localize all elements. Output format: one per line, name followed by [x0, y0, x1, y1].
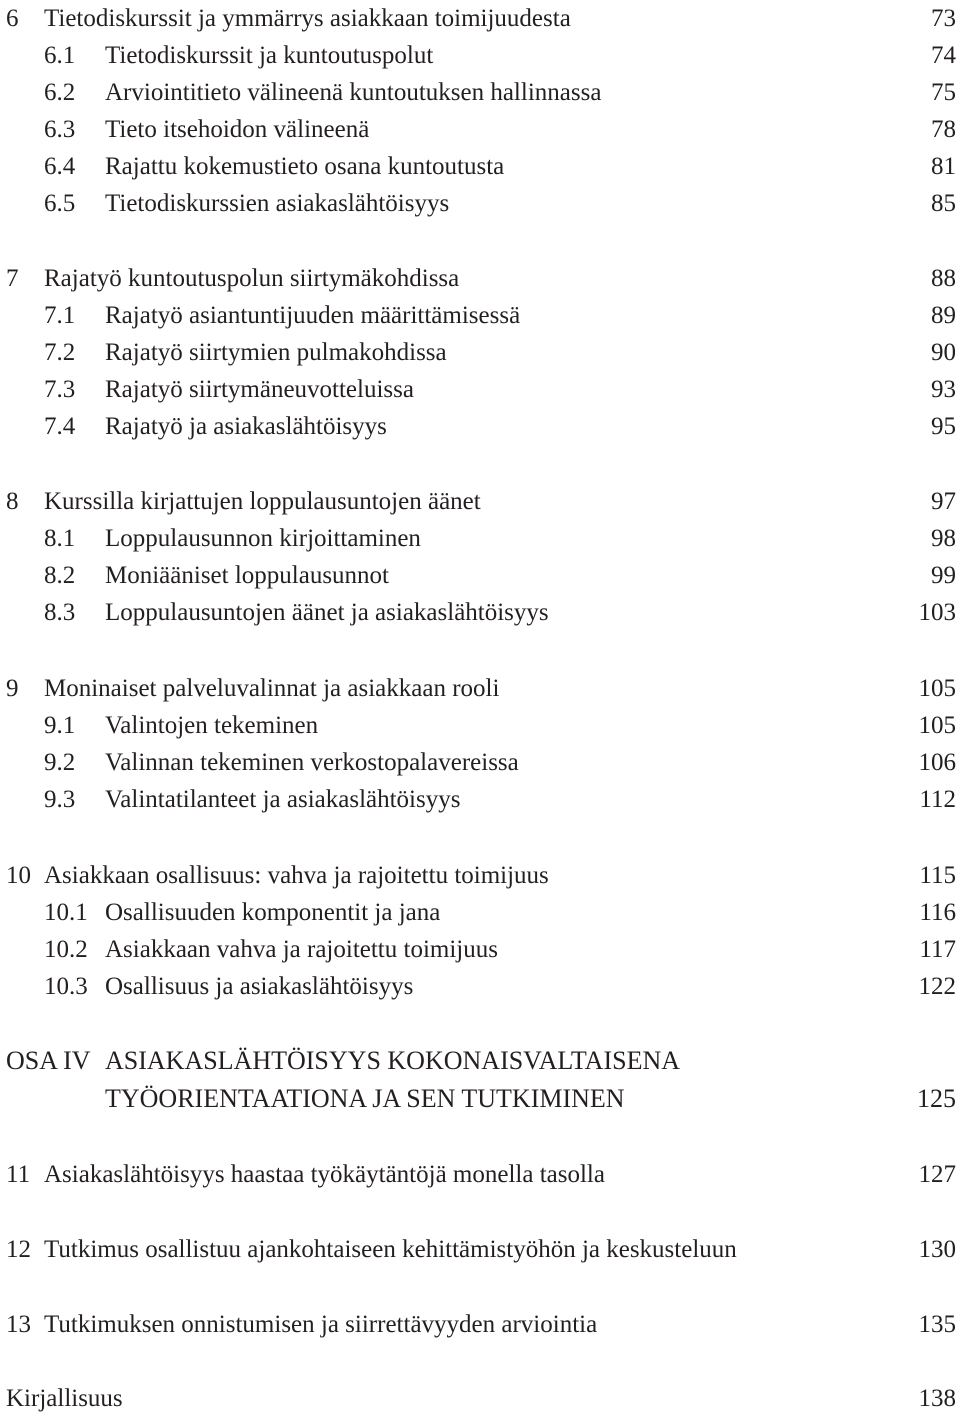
part-title-line1: ASIAKASLÄHTÖISYYS KOKONAISVALTAISENA: [105, 1046, 681, 1075]
section-number: 8.2: [44, 562, 76, 589]
section-number: 8.3: [44, 599, 76, 626]
toc-chapter[interactable]: [0, 1231, 960, 1268]
page-number: 99: [931, 562, 956, 589]
page-number: 105: [918, 675, 956, 702]
toc-section[interactable]: [0, 297, 960, 334]
toc-chapter[interactable]: [0, 0, 960, 37]
chapter-number: 10: [6, 862, 31, 889]
toc-section[interactable]: [0, 781, 960, 818]
toc-section[interactable]: [0, 185, 960, 222]
section-title: Rajatyö siirtymien pulmakohdissa: [105, 339, 447, 366]
page-number: 105: [918, 712, 956, 739]
section-title: Valinnan tekeminen verkostopalavereissa: [105, 749, 519, 776]
section-title: Loppulausunnon kirjoittaminen: [105, 525, 421, 552]
section-title: Tietodiskurssit ja kuntoutuspolut: [105, 42, 434, 69]
section-number: 7.3: [44, 376, 76, 403]
page-number: 130: [918, 1236, 956, 1263]
toc-section[interactable]: [0, 74, 960, 111]
page-number: 85: [931, 190, 956, 217]
toc-chapter[interactable]: [0, 1306, 960, 1343]
page-number: 98: [931, 525, 956, 552]
section-title: Rajattu kokemustieto osana kuntoutusta: [105, 153, 505, 180]
page-number: 127: [918, 1161, 956, 1188]
part-label: OSA IV: [6, 1046, 91, 1075]
section-title: Valintatilanteet ja asiakaslähtöisyys: [105, 786, 461, 813]
page-number: 89: [931, 302, 956, 329]
chapter-number: 11: [6, 1161, 31, 1188]
toc-section[interactable]: [0, 594, 960, 631]
section-title: Rajatyö asiantuntijuuden määrittämisessä: [105, 302, 521, 329]
toc-chapter[interactable]: [0, 1156, 960, 1193]
section-number: 10.3: [44, 973, 88, 1000]
toc-chapter[interactable]: [0, 483, 960, 520]
page-number: 88: [931, 265, 956, 292]
section-title: Rajatyö siirtymäneuvotteluissa: [105, 376, 414, 403]
chapter-title: Asiakaslähtöisyys haastaa työkäytäntöjä monella tasolla: [44, 1161, 605, 1188]
page-number: 95: [931, 413, 956, 440]
section-number: 8.1: [44, 525, 76, 552]
toc-section[interactable]: [0, 520, 960, 557]
toc-section[interactable]: [0, 37, 960, 74]
toc-chapter[interactable]: [0, 670, 960, 707]
section-number: 9.3: [44, 786, 76, 813]
page-number: 106: [918, 749, 956, 776]
chapter-title: Asiakkaan osallisuus: vahva ja rajoitettu toimijuus: [44, 862, 549, 889]
page-number: 116: [919, 899, 956, 926]
toc-section[interactable]: [0, 408, 960, 445]
section-title: Moniääniset loppulausunnot: [105, 562, 389, 589]
bibliography-title: Kirjallisuus: [6, 1385, 123, 1412]
section-number: 9.2: [44, 749, 76, 776]
toc-section[interactable]: [0, 931, 960, 968]
page-number: 74: [931, 42, 956, 69]
page-number: 103: [918, 599, 956, 626]
page-number: 81: [931, 153, 956, 180]
chapter-title: Tutkimuksen onnistumisen ja siirrettävyyden arviointia: [44, 1311, 598, 1338]
page-number: 112: [919, 786, 956, 813]
toc-bibliography[interactable]: [0, 1380, 960, 1417]
page-number: 93: [931, 376, 956, 403]
page-number: 117: [919, 936, 956, 963]
section-number: 6.3: [44, 116, 76, 143]
page-number: 97: [931, 488, 956, 515]
section-title: Valintojen tekeminen: [105, 712, 319, 739]
section-number: 10.2: [44, 936, 88, 963]
section-title: Osallisuus ja asiakaslähtöisyys: [105, 973, 414, 1000]
page-number: 138: [918, 1385, 956, 1412]
toc-chapter[interactable]: [0, 260, 960, 297]
chapter-number: 8: [6, 488, 19, 515]
part-title-line2: TYÖORIENTAATIONA JA SEN TUTKIMINEN: [105, 1084, 625, 1113]
toc-section[interactable]: [0, 707, 960, 744]
toc-section[interactable]: [0, 371, 960, 408]
section-title: Tieto itsehoidon välineenä: [105, 116, 370, 143]
toc-section[interactable]: [0, 334, 960, 371]
page-number: 90: [931, 339, 956, 366]
section-title: Loppulausuntojen äänet ja asiakaslähtöisyys: [105, 599, 549, 626]
section-number: 7.4: [44, 413, 76, 440]
section-number: 6.1: [44, 42, 76, 69]
toc-section[interactable]: [0, 148, 960, 185]
toc-chapter[interactable]: [0, 857, 960, 894]
chapter-number: 13: [6, 1311, 31, 1338]
page-number: 78: [931, 116, 956, 143]
page-number: 125: [917, 1084, 956, 1113]
section-number: 6.5: [44, 190, 76, 217]
toc-part[interactable]: [0, 1042, 960, 1122]
section-title: Rajatyö ja asiakaslähtöisyys: [105, 413, 387, 440]
chapter-title: Tietodiskurssit ja ymmärrys asiakkaan toimijuudesta: [44, 5, 571, 32]
chapter-title: Kurssilla kirjattujen loppulausuntojen äänet: [44, 488, 481, 515]
section-number: 7.1: [44, 302, 76, 329]
chapter-number: 9: [6, 675, 19, 702]
toc-section[interactable]: [0, 557, 960, 594]
page-number: 122: [918, 973, 956, 1000]
section-number: 6.4: [44, 153, 76, 180]
toc-section[interactable]: [0, 968, 960, 1005]
section-number: 10.1: [44, 899, 88, 926]
toc-section[interactable]: [0, 111, 960, 148]
section-title: Osallisuuden komponentit ja jana: [105, 899, 441, 926]
chapter-number: 6: [6, 5, 19, 32]
chapter-title: Rajatyö kuntoutuspolun siirtymäkohdissa: [44, 265, 460, 292]
section-title: Tietodiskurssien asiakaslähtöisyys: [105, 190, 450, 217]
chapter-number: 12: [6, 1236, 31, 1263]
section-title: Arviointitieto välineenä kuntoutuksen hallinnassa: [105, 79, 602, 106]
section-title: Asiakkaan vahva ja rajoitettu toimijuus: [105, 936, 498, 963]
page-number: 135: [918, 1311, 956, 1338]
section-number: 7.2: [44, 339, 76, 366]
page-number: 73: [931, 5, 956, 32]
chapter-title: Tutkimus osallistuu ajankohtaiseen kehittämistyöhön ja keskusteluun: [44, 1236, 737, 1263]
toc-section[interactable]: [0, 744, 960, 781]
section-number: 9.1: [44, 712, 76, 739]
chapter-number: 7: [6, 265, 19, 292]
page-number: 115: [919, 862, 956, 889]
chapter-title: Moninaiset palveluvalinnat ja asiakkaan rooli: [44, 675, 500, 702]
toc-section[interactable]: [0, 894, 960, 931]
section-number: 6.2: [44, 79, 76, 106]
page-number: 75: [931, 79, 956, 106]
